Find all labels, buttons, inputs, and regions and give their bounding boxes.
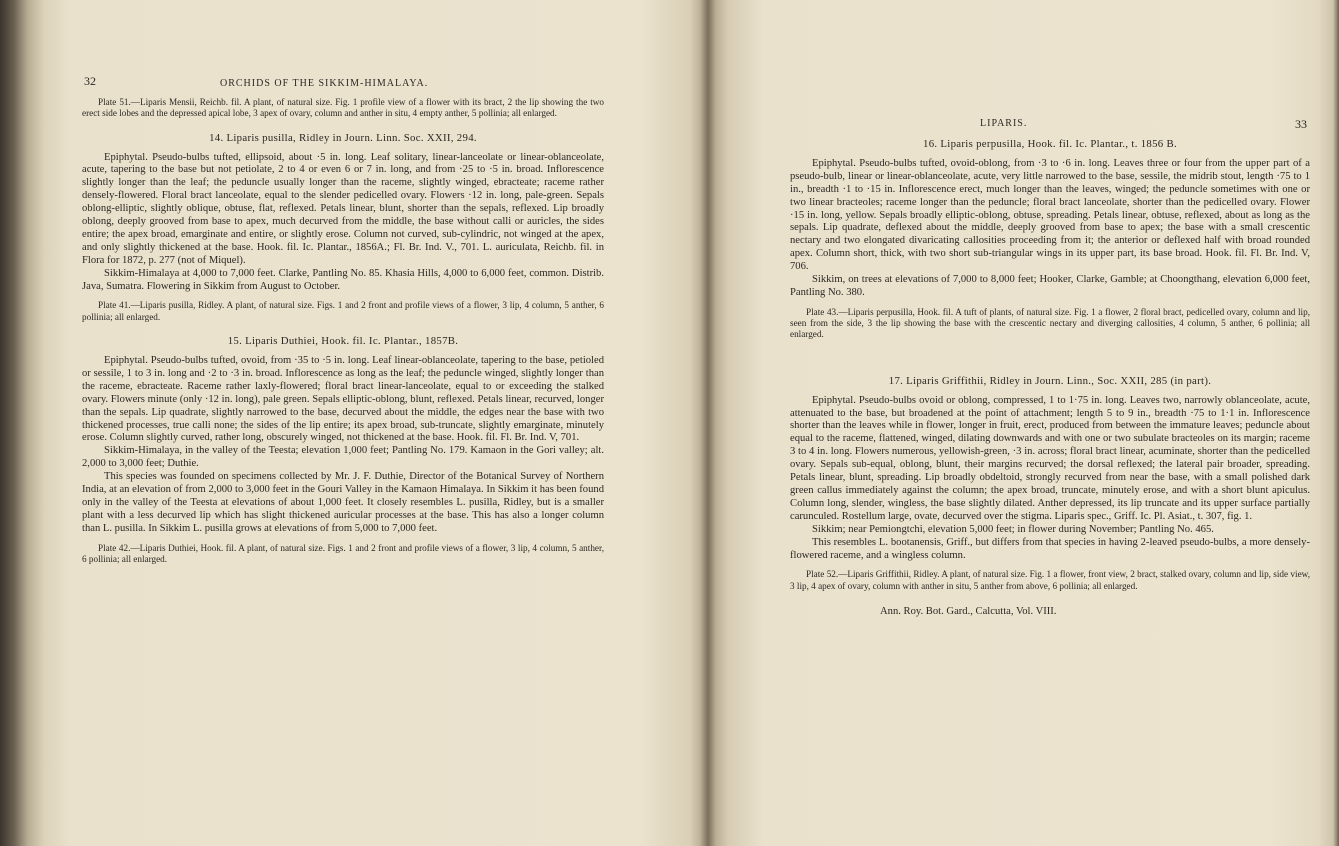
book-gutter	[700, 0, 716, 846]
right-text-column	[790, 138, 1310, 619]
plate-caption: Plate 41.—Liparis pusilla, Ridley. A plant, of natural size. Figs. 1 and 2 front and profile views of a flower, 3 lip, 4 column, 5 anther, 6 pollinia; all enlarged.	[82, 300, 604, 322]
right-running-head: LIPARIS.	[980, 118, 1028, 129]
left-page-number: 32	[84, 74, 96, 88]
species-heading: 16. Liparis perpusilla, Hook. fil. Ic. Plantar., t. 1856 B.	[923, 138, 1177, 150]
species-notes: This species was founded on specimens collected by Mr. J. F. Duthie, Director of the Botanical Survey of Northern India, at an elevation of from 2,000 to 3,000 feet in the Gouri Valley in the Kamaon Himalaya. In Sikkim it has been found only in the valley of the Teesta at elevations of about 1,000 feet. It closely resembles L. pusilla, Ridley, but is a smaller plant with a less decurved lip which has slight thickened auricular processes at the base. This has also a longer column than L. pusilla. In Sikkim L. pusilla grows at elevations of from 5,000 to 7,000 feet.	[82, 471, 604, 534]
plate-caption: Plate 43.—Liparis perpusilla, Hook. fil. A tuft of plants, of natural size. Fig. 1 a flower, 2 floral bract, pedicelled ovary, column and lip, seen from the side, 3 the lip showing the base with the crescentic nectary and diverging callosities, 4 column, 5 anther, 6 pollinia; all enlarged.	[790, 306, 1310, 340]
right-page-number: 33	[1295, 117, 1307, 131]
species-description: Epiphytal. Pseudo-bulbs tufted, ovoid-oblong, from ·3 to ·6 in. long. Leaves three or four from the upper part of a pseudo-bulb, linear or linear-oblanceolate, acute, very little narrowed to the base, sessile, the midrib stout, length ·75 to 1 in., breadth ·1 to ·15 in. Inflorescence erect, much longer than the leaves, winged; the peduncle sometimes with one or two linear bracteoles; raceme longer than the peduncle; floral bract lanceolate, shorter than the pedicelled ovary. Flower ·15 in. long, yellow. Sepals broadly elliptic-oblong, obtuse, spreading. Petals linear, obtuse, reflexed, about as long as the sepals. Lip quadrate, deflexed about the middle, deeply grooved from base to apex; the base with a small crescentic nectary and two elongated divaricating callosities proceeding from it; the anterior or deflexed half with broad rounded apex. Column short, thick, with two short sub-triangular wings in its upper part, its base broad. Hook. fil. Fl. Br. Ind. V, 706.	[790, 157, 1310, 273]
species-heading: 15. Liparis Duthiei, Hook. fil. Ic. Plantar., 1857B.	[227, 335, 459, 348]
left-text-column	[82, 97, 604, 565]
species-notes: This resembles L. bootanensis, Griff., but differs from that species in having 2-leaved pseudo-bulbs, a more densely-flowered raceme, and a wingless column.	[790, 536, 1310, 561]
journal-footer: Ann. Roy. Bot. Gard., Calcutta, Vol. VIII.	[880, 606, 1057, 618]
plate-caption: Plate 51.—Liparis Mensii, Reichb. fil. A plant, of natural size. Fig. 1 profile view of a flower with its bract, 2 the lip showing the two erect side lobes and the depressed apical lobe, 3 apex of ovary, column and anther in situ, 4 empty anther, 5 pollinia; all enlarged.	[82, 97, 604, 119]
species-distribution: Sikkim-Himalaya at 4,000 to 7,000 feet. Clarke, Pantling No. 85. Khasia Hills, 4,000 to 6,000 feet, common. Distrib. Java, Sumatra. Flowering in Sikkim from August to October.	[82, 267, 604, 292]
species-heading: 14. Liparis pusilla, Ridley in Journ. Linn. Soc. XXII, 294.	[209, 131, 477, 144]
right-page	[708, 0, 1339, 846]
plate-caption: Plate 42.—Liparis Duthiei, Hook. fil. A plant, of natural size. Figs. 1 and 2 front and profile views of a flower, 3 lip, 4 column, 5 anther, 6 pollinia; all enlarged.	[82, 542, 604, 564]
species-distribution: Sikkim, on trees at elevations of 7,000 to 8,000 feet; Hooker, Clarke, Gamble; at Choongthang, elevation 6,000 feet, Pantling No. 380.	[790, 274, 1310, 298]
plate-caption: Plate 52.—Liparis Griffithii, Ridley. A plant, of natural size. Fig. 1 a flower, front view, 2 bract, stalked ovary, column and lip, side view, 3 lip, 4 apex of ovary, column with anther in situ, 5 anther from above, 6 pollinia; all enlarged.	[790, 569, 1310, 591]
species-distribution: Sikkim; near Pemiongtchi, elevation 5,000 feet; in flower during November; Pantling No. 465.	[812, 523, 1214, 535]
species-description: Epiphytal. Pseudo-bulbs ovoid or oblong, compressed, 1 to 1·75 in. long. Leaves two, narrowly oblanceolate, acute, attenuated to the base, but broadened at the point of attachment; length 5 to 9 in., breadth ·75 to 1·1 in. Inflorescence shorter than the leaves while in flower, longer in fruit, erect, produced from between the immature leaves; peduncle about equal to the raceme, flattened, winged, dilating downwards and with one or two subulate bracteoles on its margin; raceme 3 to 4 in. long. Flowers numerous, yellowish-green, ·3 in. across; floral bract linear, acuminate, shorter than the pedicelled ovary. Sepals sub-equal, oblong, blunt, their margins recurved; the dorsal reflexed; the lateral pair broader, spreading. Petals linear, blunt, spreading. Lip broadly obdeltoid, strongly recurved from near the base, with a small polished dark green callus immediately against the column; the apex broad, truncate, minutely erose, and with a short blunt apiculus. Column long, slender, wingless, the base slightly dilated. Anther depressed, its lip truncate and its upper surface partially carunculed. Rostellum large, ovate, decurved over the stigma. Liparis spec., Griff. Ic. Pl. Asiat., t. 307, fig. 1.	[790, 394, 1310, 522]
species-distribution: Sikkim-Himalaya, in the valley of the Teesta; elevation 1,000 feet; Pantling No. 179. Kamaon in the Gori valley; alt. 2,000 to 3,000 feet; Duthie.	[82, 445, 604, 470]
left-running-head: ORCHIDS OF THE SIKKIM-HIMALAYA.	[220, 78, 429, 89]
species-heading: 17. Liparis Griffithii, Ridley in Journ. Linn., Soc. XXII, 285 (in part).	[888, 374, 1212, 387]
species-description: Epiphytal. Pseudo-bulbs tufted, ovoid, from ·35 to ·5 in. long. Leaf linear-oblanceolate, tapering to the base, petioled or sessile, 1 to 3 in. long and ·2 to ·3 in. broad. Inflorescence as long as the leaf; the peduncle winged, slightly longer than the raceme, ebracteate. Raceme rather laxly-flowered; floral bract linear-lanceolate, equal to or exceeding the stalked ovary. Flowers minute (only ·12 in. long), pale green. Sepals elliptic-oblong, blunt, reflexed. Petals linear, recurved, longer than the sepals. Lip quadrate, slightly narrowed to the base, decurved about the middle, the edges near the base with two thickened processes, true calli none; the sides of the lip entire; its apex broad, sub-truncate, slightly emarginate, minutely erose. Column slightly curved, rather long, obscurely winged, not thickened at the base. Hook. fil. Fl. Br. Ind. V, 701.	[82, 354, 604, 444]
species-description: Epiphytal. Pseudo-bulbs tufted, ellipsoid, about ·5 in. long. Leaf solitary, linear-lanceolate or linear-oblanceolate, acute, tapering to the base but not petiolate, 2 to 4 or even 6 or 7 in. long, and from ·25 to ·5 in. broad. Inflorescence slightly longer than the leaf; the peduncle usually longer than the raceme, slightly winged, ebracteate; raceme rather densely-flowered. Floral bract lanceolate, equal to the slender pedicelled ovary. Flowers ·12 in. long, pale-green. Sepals oblong-elliptic, slightly oblique, obtuse, flat, reflexed. Petals linear, blunt, shorter than the sepals, reflexed. Lip broadly oblong, deeply grooved from base to apex, much decurved from the middle, the base without calli or auricles, the sides entire; the apex broad, emarginate and entire, or slightly erose. Column not curved, sub-cylindric, not winged at the apex, and only slightly thickened at the base. Hook. fil. Ic. Plantar., 1856A.; Fl. Br. Ind. V., 701. L. auriculata, Reichb. fil. in Flora for 1872, p. 277 (not of Miquel).	[82, 151, 604, 266]
